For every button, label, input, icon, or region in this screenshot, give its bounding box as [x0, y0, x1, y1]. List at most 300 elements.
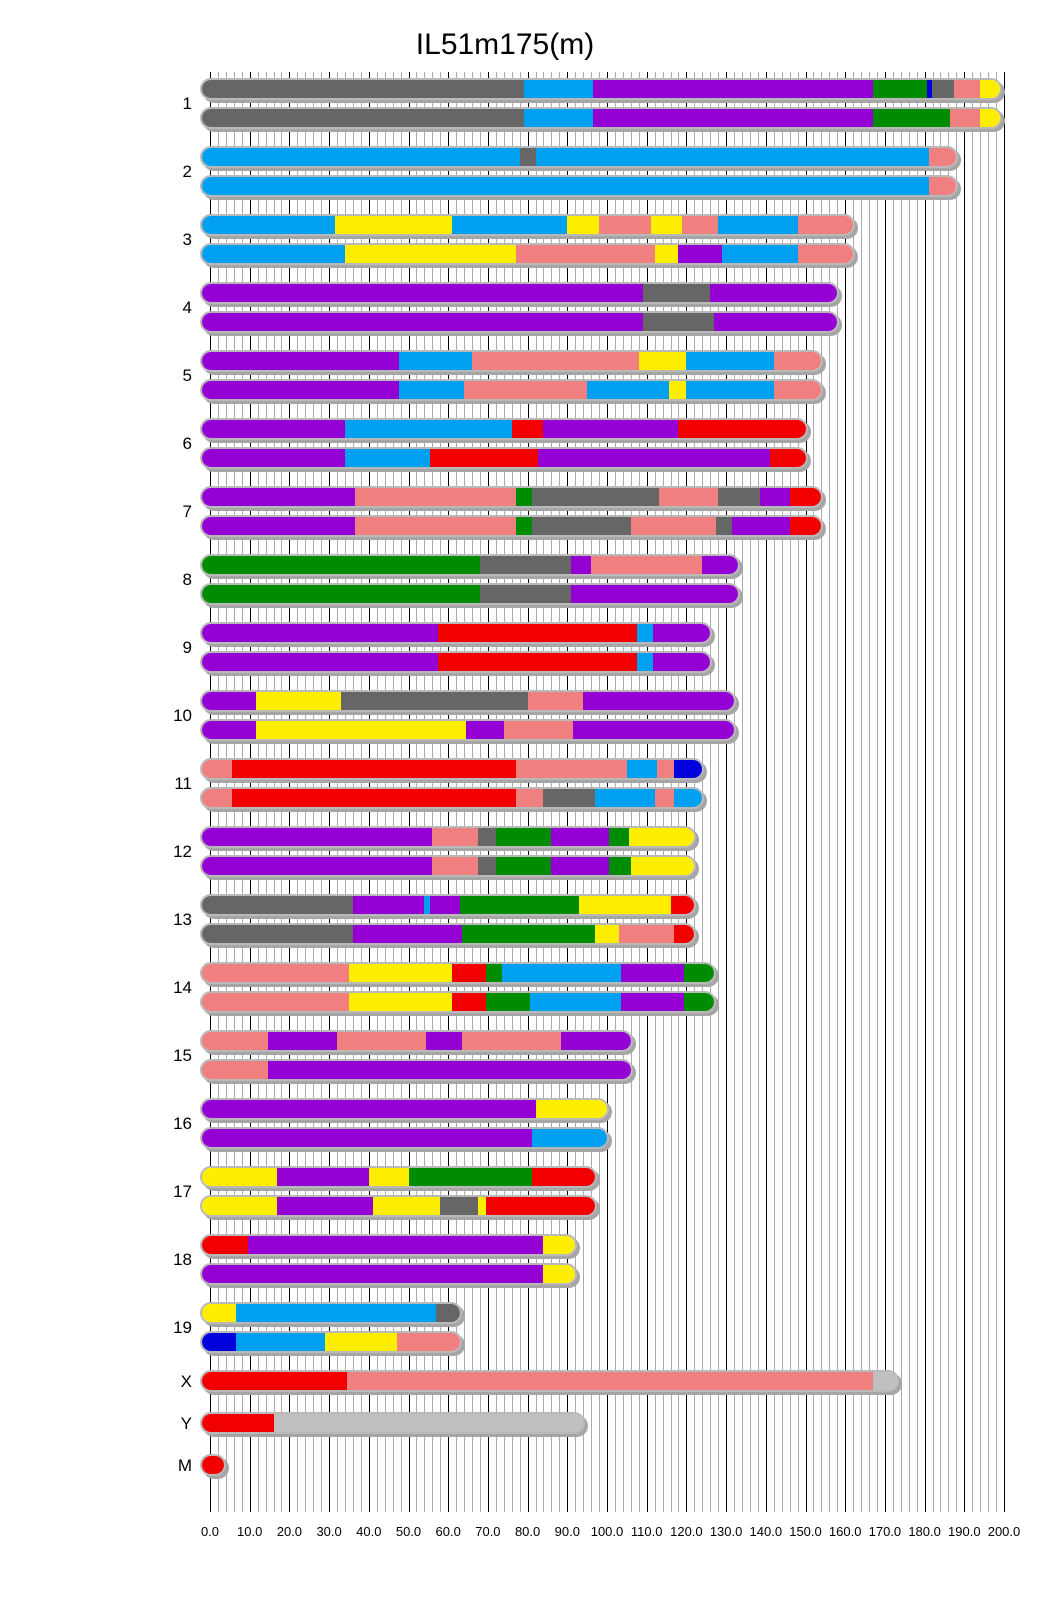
- segment-salmon: [528, 692, 584, 710]
- segment-green: [684, 964, 714, 982]
- chromosome-18-bar-2: [200, 1263, 577, 1285]
- chromosome-18-bar-1: [200, 1234, 577, 1256]
- segment-red: [512, 420, 544, 438]
- segment-purple: [202, 1100, 536, 1118]
- chromosome-2-bar-1: [200, 146, 958, 168]
- segment-yellow: [202, 1304, 236, 1322]
- segment-green: [609, 857, 631, 875]
- segment-cyan: [637, 653, 653, 671]
- segment-gray: [543, 789, 595, 807]
- chromosome-label-M: M: [177, 1456, 192, 1475]
- segment-purple: [277, 1197, 373, 1215]
- chromosome-label-12: 12: [173, 842, 192, 861]
- segment-purple: [202, 284, 643, 302]
- segment-purple: [202, 1129, 532, 1147]
- segment-salmon: [462, 1032, 562, 1050]
- minor-gridline: [861, 72, 862, 1512]
- minor-gridline: [956, 72, 957, 1512]
- segment-yellow: [595, 925, 619, 943]
- chromosome-11-bar-2: [200, 787, 704, 809]
- segment-purple: [202, 517, 355, 535]
- segment-purple: [621, 964, 685, 982]
- segment-blue: [202, 1333, 236, 1351]
- segment-red: [770, 449, 806, 467]
- segment-yellow: [369, 1168, 409, 1186]
- segment-red: [202, 1456, 224, 1474]
- segment-yellow: [629, 828, 695, 846]
- segment-purple: [583, 692, 734, 710]
- segment-red: [678, 420, 805, 438]
- axis-tick-label-160.0: 160.0: [828, 1524, 862, 1539]
- segment-green: [496, 828, 552, 846]
- segment-green: [202, 556, 480, 574]
- segment-purple: [202, 857, 432, 875]
- segment-purple: [543, 420, 678, 438]
- segment-gray: [202, 80, 524, 98]
- chromosome-4-bar-1: [200, 282, 839, 304]
- chromosome-X-bar-1: [200, 1370, 899, 1392]
- segment-yellow: [345, 245, 516, 263]
- segment-gray: [520, 148, 536, 166]
- segment-purple: [466, 721, 504, 739]
- segment-salmon: [655, 789, 675, 807]
- segment-purple: [593, 80, 873, 98]
- segment-purple: [702, 556, 738, 574]
- segment-purple: [353, 896, 425, 914]
- chromosome-9-bar-2: [200, 651, 712, 673]
- segment-green: [873, 80, 927, 98]
- chromosome-label-5: 5: [182, 366, 192, 385]
- segment-salmon: [202, 1032, 268, 1050]
- chromosome-6-bar-1: [200, 418, 808, 440]
- chromosome-label-13: 13: [173, 910, 192, 929]
- minor-gridline: [917, 72, 918, 1512]
- axis-tick-label-150.0: 150.0: [789, 1524, 822, 1539]
- chromosome-label-10: 10: [173, 706, 192, 725]
- segment-purple: [248, 1236, 544, 1254]
- segment-purple: [268, 1061, 631, 1079]
- minor-gridline: [996, 72, 997, 1512]
- segment-salmon: [631, 517, 717, 535]
- segment-yellow: [256, 721, 467, 739]
- segment-red: [430, 449, 538, 467]
- segment-red: [532, 1168, 596, 1186]
- segment-cyan: [637, 624, 653, 642]
- segment-salmon: [472, 352, 639, 370]
- chromosome-14-bar-1: [200, 962, 716, 984]
- segment-yellow: [349, 993, 453, 1011]
- segment-salmon: [774, 381, 822, 399]
- minor-gridline: [893, 72, 894, 1512]
- chromosome-label-7: 7: [182, 502, 192, 521]
- segment-salmon: [432, 857, 478, 875]
- segment-salmon: [397, 1333, 461, 1351]
- segment-cyan: [587, 381, 669, 399]
- axis-tick-label-130.0: 130.0: [709, 1524, 743, 1539]
- segment-salmon: [337, 1032, 427, 1050]
- segment-purple: [653, 653, 711, 671]
- segment-yellow: [579, 896, 671, 914]
- segment-salmon: [798, 245, 854, 263]
- axis-tick-label-110.0: 110.0: [630, 1524, 663, 1539]
- chromosome-15-bar-2: [200, 1059, 633, 1081]
- segment-cyan: [236, 1304, 437, 1322]
- segment-yellow: [655, 245, 679, 263]
- segment-purple: [760, 488, 790, 506]
- segment-gray: [202, 925, 353, 943]
- segment-cyan: [202, 148, 520, 166]
- minor-gridline: [988, 72, 989, 1512]
- axis-tick-label-70.0: 70.0: [475, 1524, 501, 1539]
- segment-purple: [202, 381, 399, 399]
- axis-tick-label-180.0: 180.0: [908, 1524, 941, 1539]
- axis-tick-label-50.0: 50.0: [395, 1524, 422, 1539]
- chromosome-19-bar-2: [200, 1331, 462, 1353]
- segment-silver: [873, 1372, 897, 1390]
- segment-salmon: [798, 216, 854, 234]
- chromosome-7-bar-1: [200, 486, 823, 508]
- segment-purple: [571, 585, 738, 603]
- segment-cyan: [530, 993, 622, 1011]
- chromosome-12-bar-1: [200, 826, 696, 848]
- segment-gray: [202, 896, 353, 914]
- segment-cyan: [524, 109, 594, 127]
- segment-salmon: [432, 828, 478, 846]
- axis-tick-label-190.0: 190.0: [948, 1524, 981, 1539]
- segment-cyan: [674, 789, 702, 807]
- chromosome-8-bar-2: [200, 583, 740, 605]
- segment-purple: [714, 313, 837, 331]
- segment-salmon: [954, 80, 980, 98]
- segment-salmon: [950, 109, 980, 127]
- segment-yellow: [202, 1197, 277, 1215]
- segment-gray: [643, 284, 711, 302]
- segment-yellow: [373, 1197, 441, 1215]
- axis-tick-label-80.0: 80.0: [514, 1524, 541, 1539]
- minor-gridline: [940, 72, 941, 1512]
- segment-cyan: [452, 216, 568, 234]
- segment-salmon: [504, 721, 574, 739]
- segment-red: [232, 760, 516, 778]
- segment-purple: [202, 449, 345, 467]
- segment-cyan: [532, 1129, 607, 1147]
- segment-salmon: [516, 245, 655, 263]
- segment-green: [873, 109, 951, 127]
- segment-purple: [430, 896, 460, 914]
- segment-gray: [480, 585, 572, 603]
- chromosome-label-4: 4: [182, 298, 192, 317]
- segment-cyan: [536, 148, 930, 166]
- segment-cyan: [202, 177, 929, 195]
- segment-red: [671, 896, 695, 914]
- chromosome-16-bar-1: [200, 1098, 609, 1120]
- segment-yellow: [335, 216, 453, 234]
- segment-salmon: [202, 964, 349, 982]
- segment-purple: [202, 692, 256, 710]
- segment-red: [452, 993, 486, 1011]
- axis-tick-label-0.0: 0.0: [200, 1524, 220, 1539]
- major-gridline: [1004, 72, 1005, 1512]
- segment-purple: [653, 624, 711, 642]
- segment-cyan: [524, 80, 594, 98]
- axis-tick-label-10.0: 10.0: [237, 1524, 263, 1539]
- major-gridline: [964, 72, 965, 1512]
- segment-green: [609, 828, 629, 846]
- segment-yellow: [349, 964, 453, 982]
- minor-gridline: [877, 72, 878, 1512]
- segment-red: [232, 789, 516, 807]
- axis-tick-label-140.0: 140.0: [749, 1524, 783, 1539]
- segment-gray: [341, 692, 528, 710]
- segment-yellow: [631, 857, 695, 875]
- segment-red: [674, 925, 694, 943]
- segment-purple: [710, 284, 837, 302]
- segment-salmon: [929, 177, 957, 195]
- segment-salmon: [591, 556, 703, 574]
- segment-purple: [538, 449, 771, 467]
- segment-red: [790, 517, 822, 535]
- chromosome-15-bar-1: [200, 1030, 633, 1052]
- axis-tick-label-170.0: 170.0: [868, 1524, 902, 1539]
- segment-red: [202, 1236, 248, 1254]
- chromosome-5-bar-2: [200, 379, 823, 401]
- minor-gridline: [948, 72, 949, 1512]
- segment-salmon: [929, 148, 957, 166]
- chromosome-label-17: 17: [173, 1182, 192, 1201]
- segment-salmon: [774, 352, 822, 370]
- segment-purple: [353, 925, 463, 943]
- segment-purple: [202, 624, 438, 642]
- chromosome-3-bar-2: [200, 243, 855, 265]
- segment-gray: [478, 857, 496, 875]
- segment-green: [516, 517, 532, 535]
- segment-purple: [202, 1265, 543, 1283]
- segment-yellow: [536, 1100, 608, 1118]
- segment-cyan: [686, 352, 774, 370]
- segment-red: [438, 653, 637, 671]
- segment-red: [202, 1414, 274, 1432]
- segment-yellow: [543, 1265, 575, 1283]
- segment-salmon: [682, 216, 718, 234]
- segment-purple: [202, 313, 643, 331]
- segment-purple: [732, 517, 790, 535]
- chromosome-label-15: 15: [173, 1046, 192, 1065]
- chromosome-12-bar-2: [200, 855, 696, 877]
- segment-green: [462, 925, 595, 943]
- chart-title: IL51m175(m): [415, 28, 595, 61]
- segment-cyan: [718, 216, 798, 234]
- segment-cyan: [399, 381, 465, 399]
- segment-yellow: [651, 216, 683, 234]
- segment-green: [684, 993, 714, 1011]
- segment-salmon: [516, 789, 544, 807]
- segment-cyan: [345, 420, 512, 438]
- segment-cyan: [722, 245, 798, 263]
- segment-cyan: [595, 789, 655, 807]
- segment-gray: [932, 80, 955, 98]
- chromosome-14-bar-2: [200, 991, 716, 1013]
- axis-tick-label-60.0: 60.0: [435, 1524, 461, 1539]
- segment-gray: [532, 488, 660, 506]
- chromosome-label-Y: Y: [180, 1414, 192, 1433]
- chromosome-label-X: X: [180, 1372, 192, 1391]
- chromosome-8-bar-1: [200, 554, 740, 576]
- segment-gray: [716, 517, 732, 535]
- chromosome-label-16: 16: [173, 1114, 192, 1133]
- segment-yellow: [980, 80, 1000, 98]
- segment-salmon: [619, 925, 675, 943]
- segment-purple: [202, 721, 256, 739]
- chromosome-label-19: 19: [173, 1318, 192, 1337]
- chromosome-10-bar-1: [200, 690, 736, 712]
- segment-purple: [202, 352, 399, 370]
- chromosome-label-14: 14: [173, 978, 192, 997]
- segment-green: [409, 1168, 533, 1186]
- chromosome-5-bar-1: [200, 350, 823, 372]
- segment-blue: [674, 760, 702, 778]
- segment-gray: [478, 828, 496, 846]
- chromosome-label-1: 1: [182, 94, 192, 113]
- chromosome-11-bar-1: [200, 758, 704, 780]
- segment-purple: [202, 828, 432, 846]
- minor-gridline: [909, 72, 910, 1512]
- chromosome-label-3: 3: [182, 230, 192, 249]
- axis-tick-label-20.0: 20.0: [276, 1524, 303, 1539]
- segment-purple: [561, 1032, 631, 1050]
- minor-gridline: [980, 72, 981, 1512]
- segment-green: [516, 488, 532, 506]
- chromosome-16-bar-2: [200, 1127, 609, 1149]
- segment-green: [486, 993, 530, 1011]
- segment-salmon: [657, 760, 675, 778]
- segment-purple: [426, 1032, 462, 1050]
- axis-tick-label-100.0: 100.0: [590, 1524, 624, 1539]
- segment-gray: [532, 517, 632, 535]
- segment-purple: [593, 109, 873, 127]
- segment-purple: [573, 721, 734, 739]
- segment-red: [202, 1372, 347, 1390]
- segment-purple: [202, 488, 355, 506]
- major-gridline: [845, 72, 846, 1512]
- segment-red: [790, 488, 822, 506]
- segment-salmon: [599, 216, 651, 234]
- axis-tick-label-30.0: 30.0: [316, 1524, 342, 1539]
- segment-green: [486, 964, 502, 982]
- segment-yellow: [256, 692, 342, 710]
- chromosome-17-bar-1: [200, 1166, 597, 1188]
- chromosome-Y-bar-1: [200, 1412, 585, 1434]
- segment-cyan: [202, 216, 335, 234]
- chromosome-1-bar-1: [200, 78, 1002, 100]
- segment-yellow: [543, 1236, 575, 1254]
- segment-cyan: [236, 1333, 326, 1351]
- segment-gray: [436, 1304, 460, 1322]
- chromosome-3-bar-1: [200, 214, 855, 236]
- chromosome-10-bar-2: [200, 719, 736, 741]
- segment-gray: [480, 556, 572, 574]
- segment-yellow: [325, 1333, 397, 1351]
- segment-purple: [551, 828, 609, 846]
- segment-gray: [718, 488, 760, 506]
- minor-gridline: [972, 72, 973, 1512]
- segment-salmon: [516, 760, 628, 778]
- segment-green: [202, 585, 480, 603]
- segment-gray: [440, 1197, 478, 1215]
- chromosome-9-bar-1: [200, 622, 712, 644]
- segment-cyan: [686, 381, 774, 399]
- segment-yellow: [202, 1168, 277, 1186]
- segment-salmon: [202, 1061, 268, 1079]
- chromosome-7-bar-2: [200, 515, 823, 537]
- segment-gray: [643, 313, 715, 331]
- segment-yellow: [980, 109, 1000, 127]
- segment-salmon: [347, 1372, 874, 1390]
- segment-cyan: [627, 760, 657, 778]
- segment-purple: [571, 556, 591, 574]
- segment-purple: [621, 993, 685, 1011]
- segment-salmon: [355, 517, 516, 535]
- axis-tick-label-120.0: 120.0: [670, 1524, 703, 1539]
- segment-salmon: [464, 381, 588, 399]
- segment-yellow: [639, 352, 687, 370]
- segment-purple: [202, 653, 438, 671]
- segment-green: [460, 896, 580, 914]
- minor-gridline: [853, 72, 854, 1512]
- segment-cyan: [502, 964, 622, 982]
- axis-tick-label-40.0: 40.0: [356, 1524, 382, 1539]
- chromosome-label-6: 6: [182, 434, 192, 453]
- segment-salmon: [659, 488, 719, 506]
- chromosome-1-bar-2: [200, 107, 1002, 129]
- chromosome-label-8: 8: [182, 570, 192, 589]
- segment-silver: [274, 1414, 584, 1432]
- minor-gridline: [933, 72, 934, 1512]
- segment-salmon: [355, 488, 516, 506]
- chromosome-4-bar-2: [200, 311, 839, 333]
- chromosome-M-bar-1: [200, 1454, 226, 1476]
- segment-purple: [268, 1032, 338, 1050]
- segment-purple: [202, 420, 345, 438]
- segment-salmon: [202, 789, 232, 807]
- segment-salmon: [202, 993, 349, 1011]
- segment-yellow: [669, 381, 687, 399]
- segment-purple: [551, 857, 609, 875]
- segment-gray: [202, 109, 524, 127]
- chromosome-2-bar-2: [200, 175, 958, 197]
- chromosome-label-2: 2: [182, 162, 192, 181]
- segment-purple: [678, 245, 722, 263]
- segment-purple: [277, 1168, 369, 1186]
- segment-yellow: [567, 216, 599, 234]
- major-gridline: [925, 72, 926, 1512]
- segment-salmon: [202, 760, 232, 778]
- chromosome-13-bar-1: [200, 894, 696, 916]
- major-gridline: [885, 72, 886, 1512]
- chromosome-17-bar-2: [200, 1195, 597, 1217]
- chromosome-19-bar-1: [200, 1302, 462, 1324]
- segment-red: [486, 1197, 595, 1215]
- segment-red: [438, 624, 637, 642]
- chromosome-13-bar-2: [200, 923, 696, 945]
- segment-green: [496, 857, 552, 875]
- segment-cyan: [202, 245, 345, 263]
- chromosome-6-bar-2: [200, 447, 808, 469]
- segment-cyan: [345, 449, 431, 467]
- chromosome-label-11: 11: [174, 774, 192, 793]
- segment-red: [452, 964, 486, 982]
- chromosome-label-18: 18: [173, 1250, 192, 1269]
- axis-tick-label-90.0: 90.0: [554, 1524, 580, 1539]
